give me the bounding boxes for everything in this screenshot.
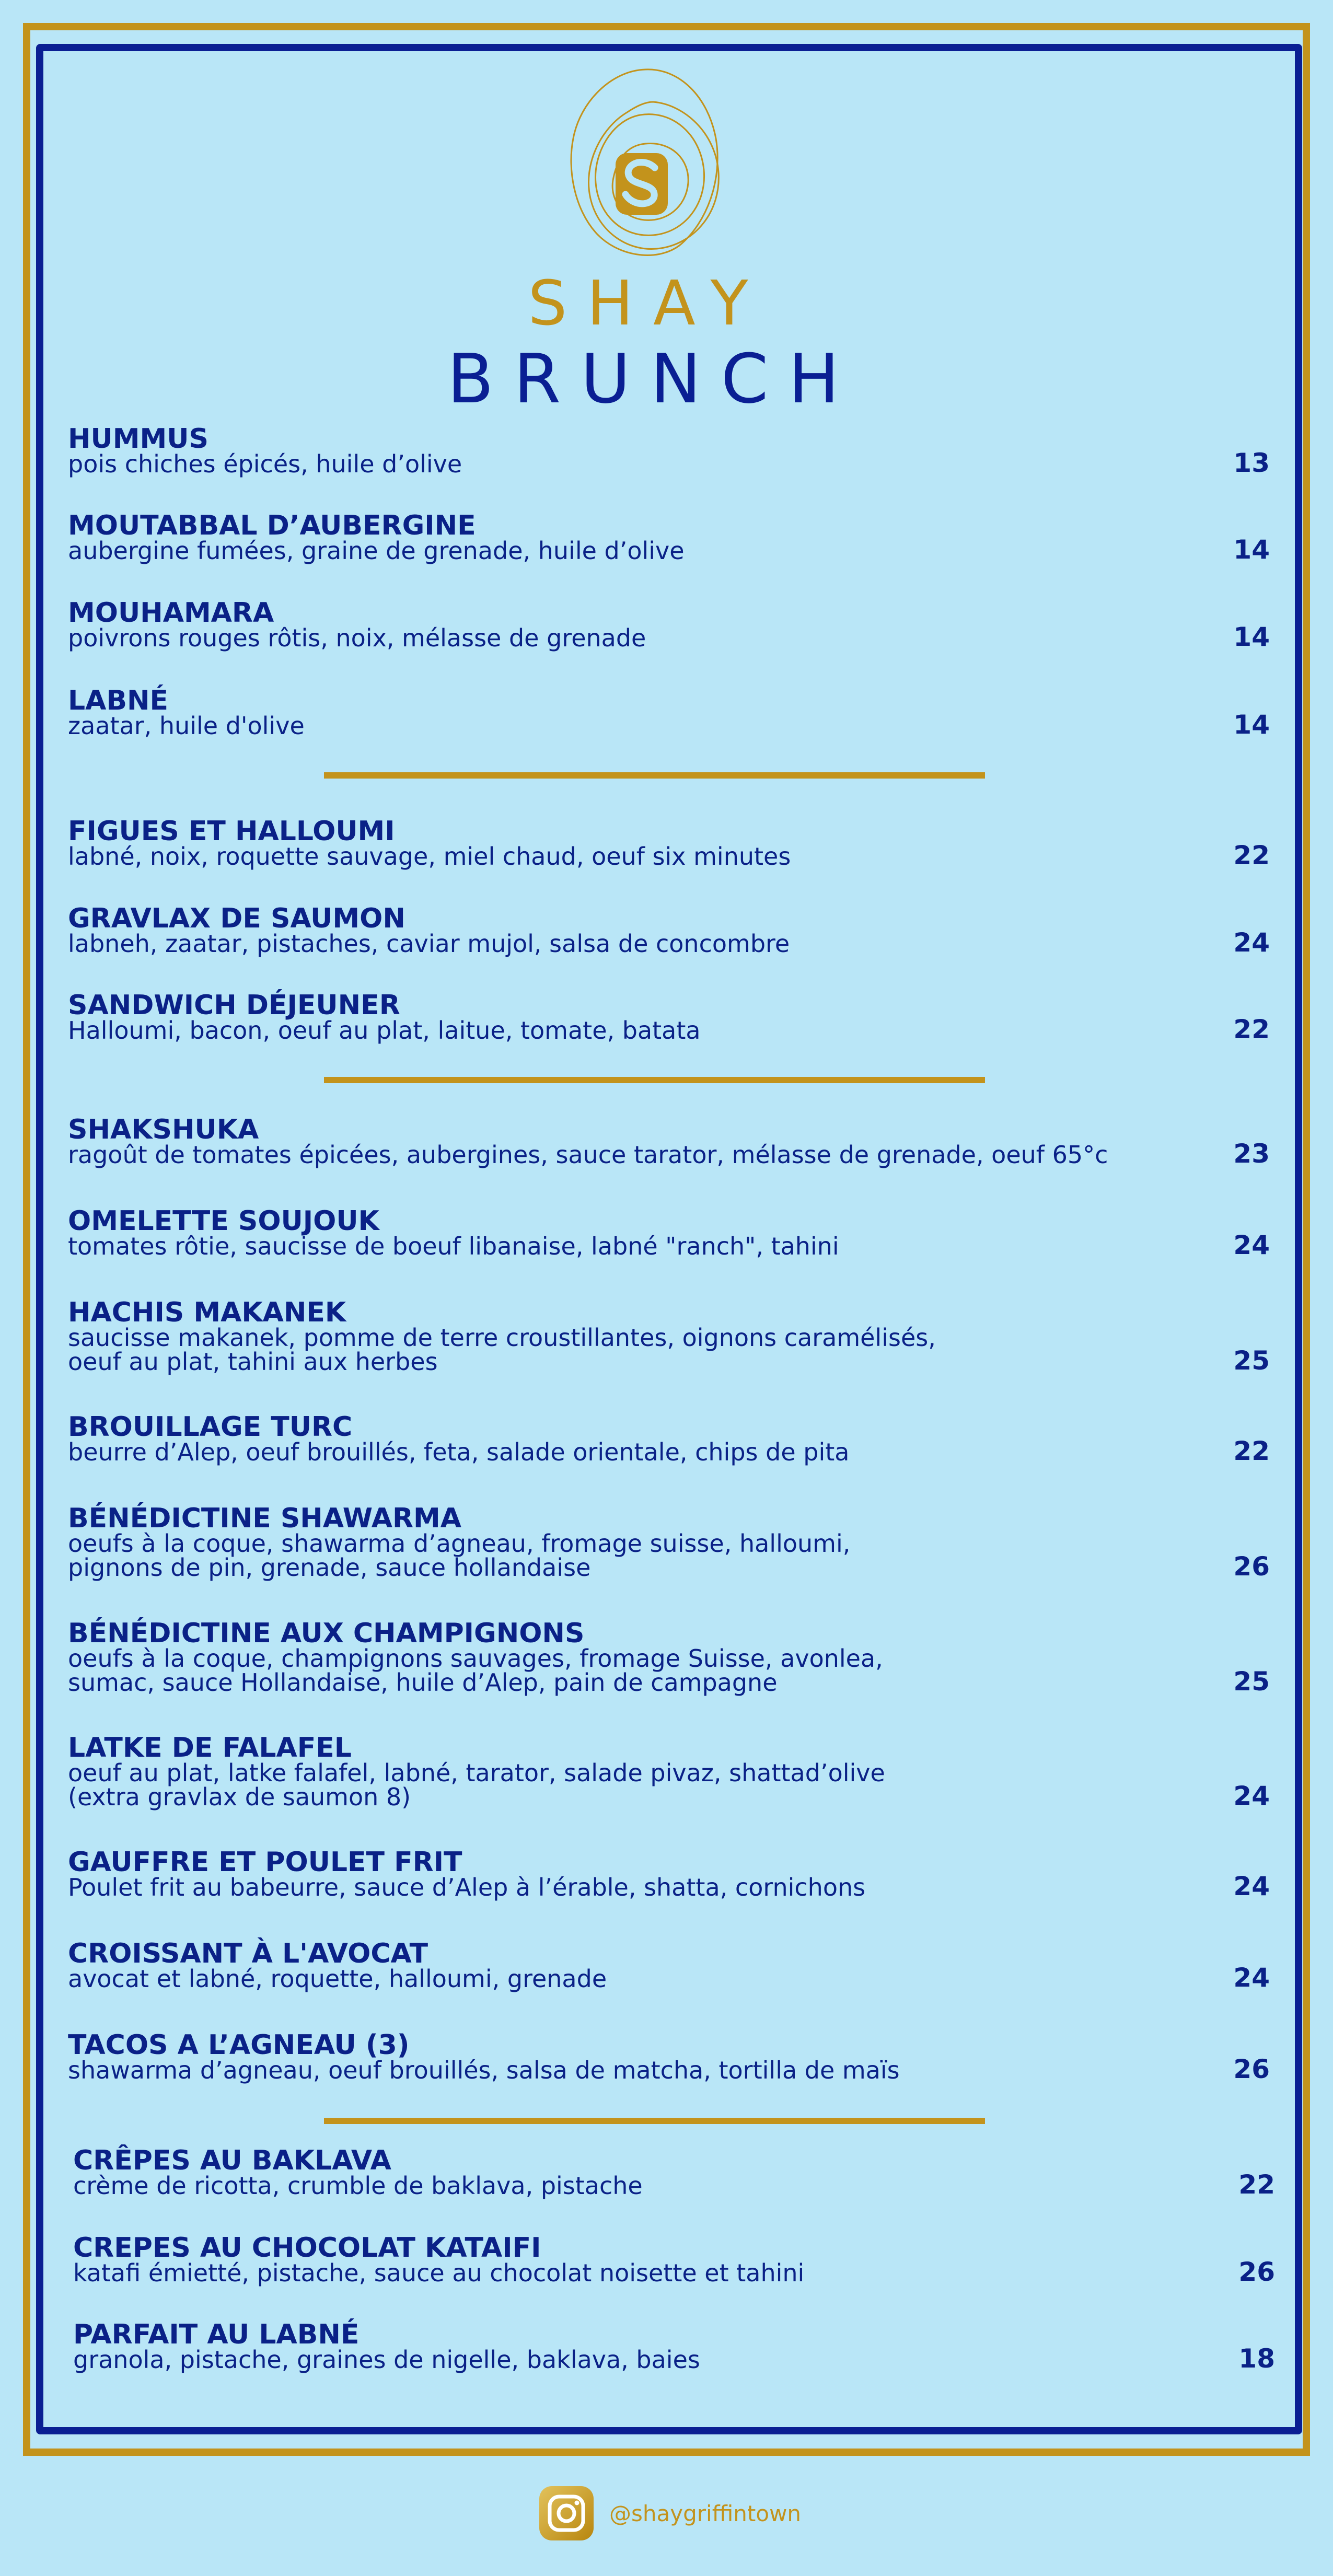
item-price: 26 (1233, 2054, 1270, 2084)
menu-item-crepes-baklava (73, 2145, 1275, 2200)
item-description: oeuf au plat, latke falafel, labné, tarator, salade pivaz, shattad’olive (68, 1759, 885, 1787)
item-description: saucisse makanek, pomme de terre croustillantes, oignons caramélisés, (68, 1324, 936, 1352)
menu-item-gravlax (68, 903, 1270, 958)
item-price: 25 (1233, 1345, 1270, 1376)
item-description: oeufs à la coque, champignons sauvages, fromage Suisse, avonlea, (68, 1644, 883, 1673)
item-name: FIGUES ET HALLOUMI (68, 816, 395, 847)
section-divider (324, 1077, 985, 1083)
item-description: labné, noix, roquette sauvage, miel chaud, oeuf six minutes (68, 842, 791, 871)
item-price: 13 (1233, 448, 1270, 478)
item-price: 22 (1233, 1436, 1270, 1466)
item-price: 24 (1233, 1781, 1270, 1811)
menu-item-hummus (68, 423, 1270, 478)
item-price: 25 (1233, 1666, 1270, 1697)
menu-title: BRUNCH (447, 339, 860, 419)
item-price: 22 (1233, 1014, 1270, 1045)
item-name: BROUILLAGE TURC (68, 1411, 353, 1443)
item-description: shawarma d’agneau, oeuf brouillés, salsa de matcha, tortilla de maïs (68, 2056, 900, 2084)
item-description: avocat et labné, roquette, halloumi, grenade (68, 1965, 607, 1993)
item-price: 23 (1233, 1139, 1270, 1169)
item-price: 24 (1233, 927, 1270, 958)
item-price: 18 (1238, 2343, 1275, 2374)
menu-item-moutabbal (68, 510, 1270, 565)
item-description: labneh, zaatar, pistaches, caviar mujol, salsa de concombre (68, 930, 790, 958)
item-price: 22 (1238, 2169, 1275, 2200)
item-name: BÉNÉDICTINE AUX CHAMPIGNONS (68, 1618, 585, 1649)
item-description: ragoût de tomates épicées, aubergines, sauce tarator, mélasse de grenade, oeuf 65°c (68, 1141, 1108, 1169)
social-footer (538, 2485, 801, 2542)
item-description: Poulet frit au babeurre, sauce d’Alep à l’érable, shatta, cornichons (68, 1873, 866, 1901)
item-name: CRÊPES AU BAKLAVA (73, 2145, 391, 2176)
item-name: CREPES AU CHOCOLAT KATAIFI (73, 2232, 541, 2264)
item-name: CROISSANT À L'AVOCAT (68, 1938, 428, 1969)
menu-item-gauffre (68, 1849, 1270, 1899)
section-divider (324, 772, 985, 779)
menu-item-shakshuka (68, 1114, 1270, 1169)
brand-name: SHAY (528, 267, 768, 339)
item-name: BÉNÉDICTINE SHAWARMA (68, 1503, 462, 1534)
item-price: 14 (1233, 622, 1270, 652)
item-description: tomates rôtie, saucisse de boeuf libanaise, labné "ranch", tahini (68, 1232, 839, 1260)
item-price: 26 (1238, 2257, 1275, 2287)
item-description: pois chiches épicés, huile d’olive (68, 450, 462, 478)
shay-logo-icon (567, 65, 724, 261)
item-description-line-2: (extra gravlax de saumon 8) (68, 1783, 411, 1811)
menu-item-omelette (68, 1205, 1270, 1260)
item-name: SHAKSHUKA (68, 1114, 259, 1145)
item-name: TACOS A L’AGNEAU (3) (68, 2029, 410, 2061)
item-description: poivrons rouges rôtis, noix, mélasse de grenade (68, 624, 646, 652)
item-price: 14 (1233, 535, 1270, 565)
menu-item-croissant (68, 1938, 1270, 1993)
item-price: 24 (1233, 1963, 1270, 1993)
item-name: LABNÉ (68, 685, 169, 716)
menu-item-latke (68, 1732, 1270, 1811)
menu-item-parfait (73, 2319, 1275, 2374)
section-divider (324, 2118, 985, 2124)
menu-item-sandwich (68, 990, 1270, 1045)
menu-item-crepes-chocolat (73, 2232, 1275, 2287)
instagram-handle[interactable]: @shaygriffintown (609, 2500, 802, 2526)
item-name: SANDWICH DÉJEUNER (68, 990, 400, 1021)
menu-item-brouillage (68, 1411, 1270, 1466)
item-price: 14 (1233, 710, 1270, 740)
menu-item-benedictine-shawarma (68, 1505, 1270, 1580)
menu-item-benedictine-champignons (68, 1620, 1270, 1695)
item-description: zaatar, huile d'olive (68, 712, 305, 740)
item-description: beurre d’Alep, oeuf brouillés, feta, salade orientale, chips de pita (68, 1438, 850, 1466)
menu-item-labne (68, 685, 1270, 740)
item-description-line-2: oeuf au plat, tahini aux herbes (68, 1348, 438, 1376)
item-name: PARFAIT AU LABNÉ (73, 2319, 360, 2350)
item-description: Halloumi, bacon, oeuf au plat, laitue, tomate, batata (68, 1016, 701, 1045)
item-name: MOUTABBAL D’AUBERGINE (68, 510, 476, 541)
item-description: granola, pistache, graines de nigelle, baklava, baies (73, 2346, 700, 2374)
item-name: GRAVLAX DE SAUMON (68, 903, 405, 934)
item-name: HUMMUS (68, 423, 208, 455)
item-price: 26 (1233, 1551, 1270, 1582)
item-description-line-2: pignons de pin, grenade, sauce hollandaise (68, 1553, 591, 1582)
item-price: 22 (1233, 840, 1270, 871)
item-description: crème de ricotta, crumble de baklava, pistache (73, 2172, 643, 2200)
item-name: GAUFFRE ET POULET FRIT (68, 1847, 462, 1878)
item-name: HACHIS MAKANEK (68, 1297, 346, 1328)
instagram-icon[interactable] (538, 2485, 595, 2542)
menu-item-hachis (68, 1299, 1270, 1374)
item-description: katafi émietté, pistache, sauce au chocolat noisette et tahini (73, 2259, 805, 2287)
menu-item-tacos (68, 2029, 1270, 2084)
menu-item-mouhamara (68, 597, 1270, 652)
item-description: oeufs à la coque, shawarma d’agneau, fromage suisse, halloumi, (68, 1529, 851, 1558)
item-price: 24 (1233, 1871, 1270, 1901)
item-name: OMELETTE SOUJOUK (68, 1205, 379, 1237)
item-name: MOUHAMARA (68, 597, 274, 629)
item-description-line-2: sumac, sauce Hollandaise, huile d’Alep, pain de campagne (68, 1668, 778, 1697)
menu-item-figues-halloumi (68, 816, 1270, 871)
item-price: 24 (1233, 1230, 1270, 1260)
item-name: LATKE DE FALAFEL (68, 1732, 352, 1763)
item-description: aubergine fumées, graine de grenade, huile d’olive (68, 537, 685, 565)
